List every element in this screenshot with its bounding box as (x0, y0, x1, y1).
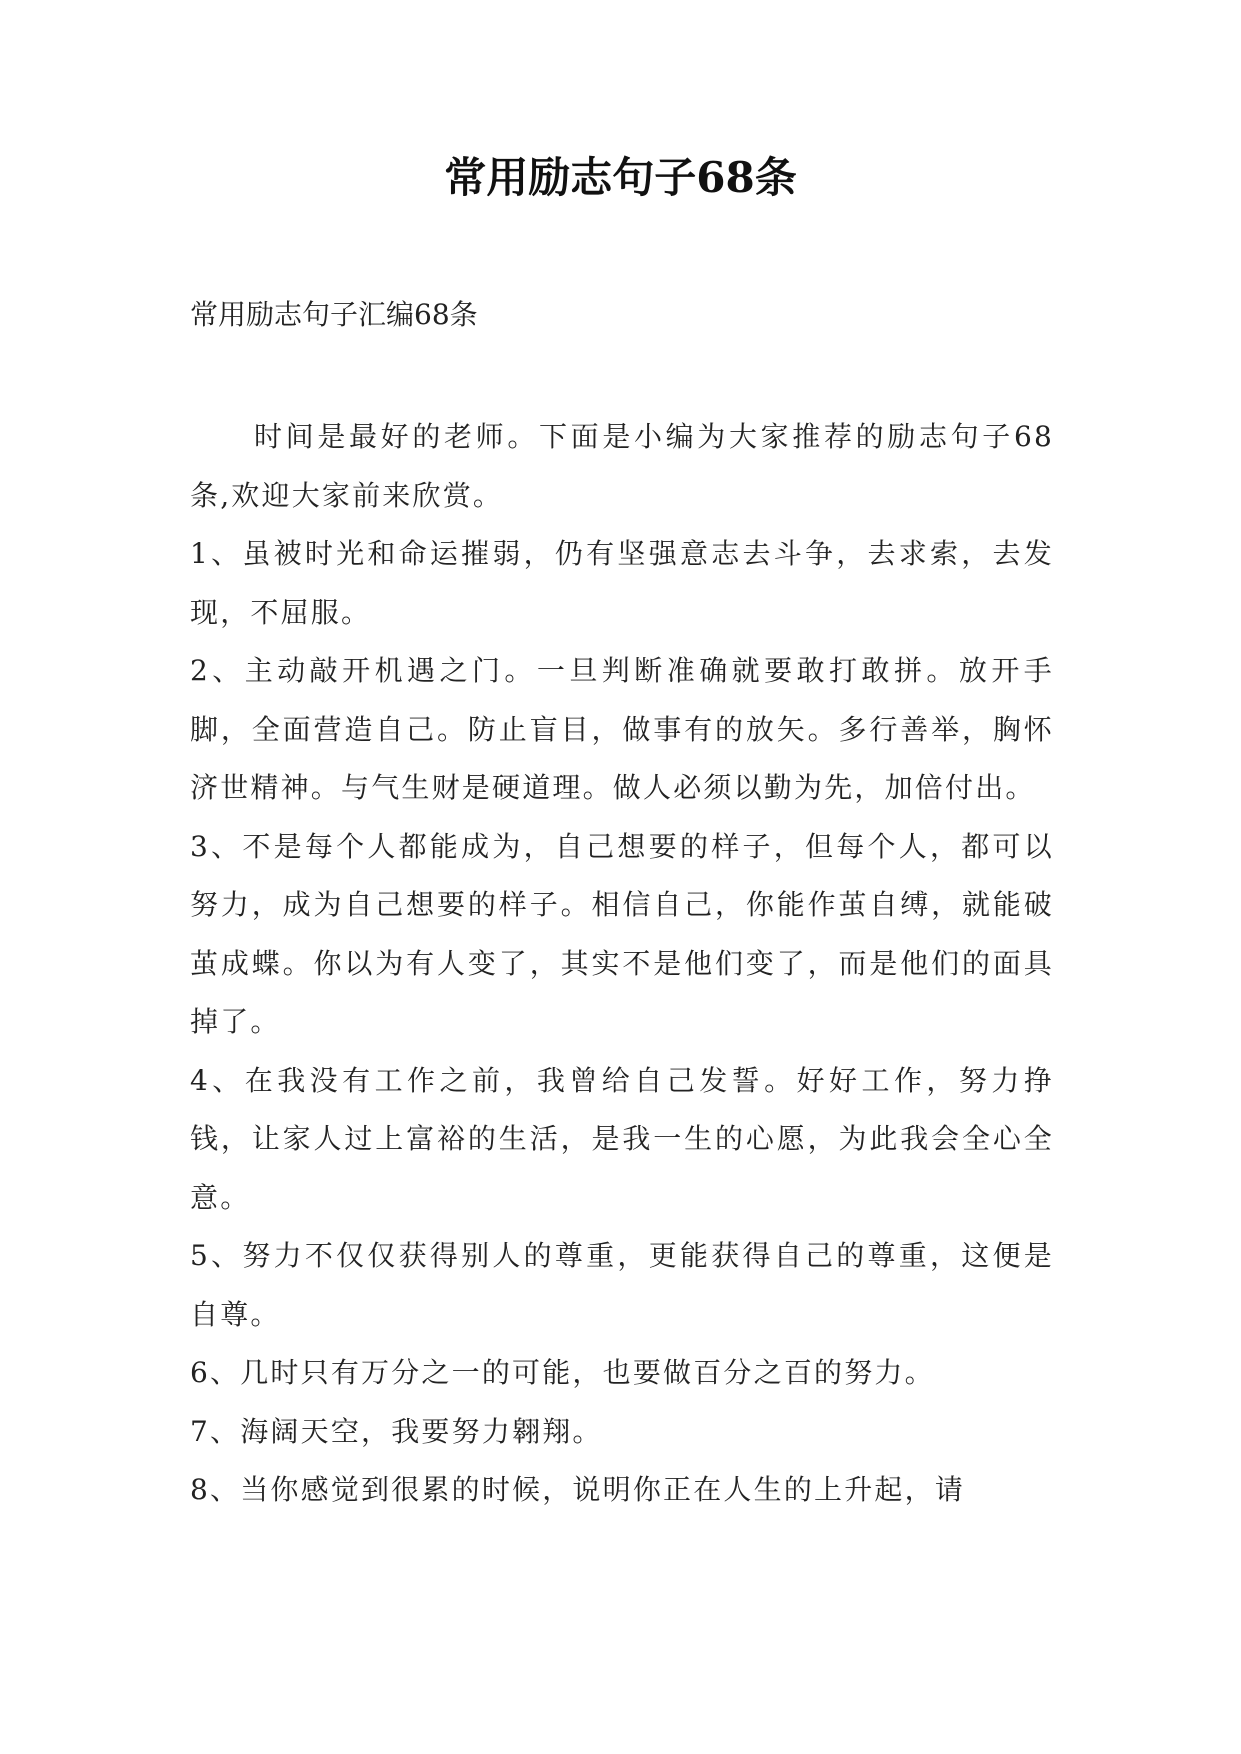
list-item: 4、在我没有工作之前，我曾给自己发誓。好好工作，努力挣钱，让家人过上富裕的生活，是我一生的心愿，为此我会全心全意。 (190, 1063, 1054, 1214)
list-item: 5、努力不仅仅获得别人的尊重，更能获得自己的尊重，这便是自尊。 (190, 1239, 1054, 1331)
list-item: 8、当你感觉到很累的时候，说明你正在人生的上升起，请 (190, 1473, 966, 1506)
list-item: 6、几时只有万分之一的可能，也要做百分之百的努力。 (190, 1356, 935, 1389)
list-item: 3、不是每个人都能成为，自己想要的样子，但每个人，都可以努力，成为自己想要的样子。相信自己，你能作茧自缚，就能破茧成蝶。你以为有人变了，其实不是他们变了，而是他们的面具掉了。 (190, 829, 1054, 1038)
document-body (190, 408, 1054, 1520)
document-subtitle: 常用励志句子汇编68条 (190, 298, 478, 331)
document-title: 常用励志句子68条 (444, 153, 797, 202)
intro-paragraph: 时间是最好的老师。下面是小编为大家推荐的励志句子68条,欢迎大家前来欣赏。 (190, 420, 1054, 512)
list-item: 2、主动敲开机遇之门。一旦判断准确就要敢打敢拼。放开手脚，全面营造自己。防止盲目，做事有的放矢。多行善举，胸怀济世精神。与气生财是硬道理。做人必须以勤为先，加倍付出。 (190, 654, 1054, 804)
list-item: 7、海阔天空，我要努力翱翔。 (190, 1414, 603, 1448)
list-item: 1、虽被时光和命运摧弱，仍有坚强意志去斗争，去求索，去发现，不屈服。 (190, 537, 1054, 629)
